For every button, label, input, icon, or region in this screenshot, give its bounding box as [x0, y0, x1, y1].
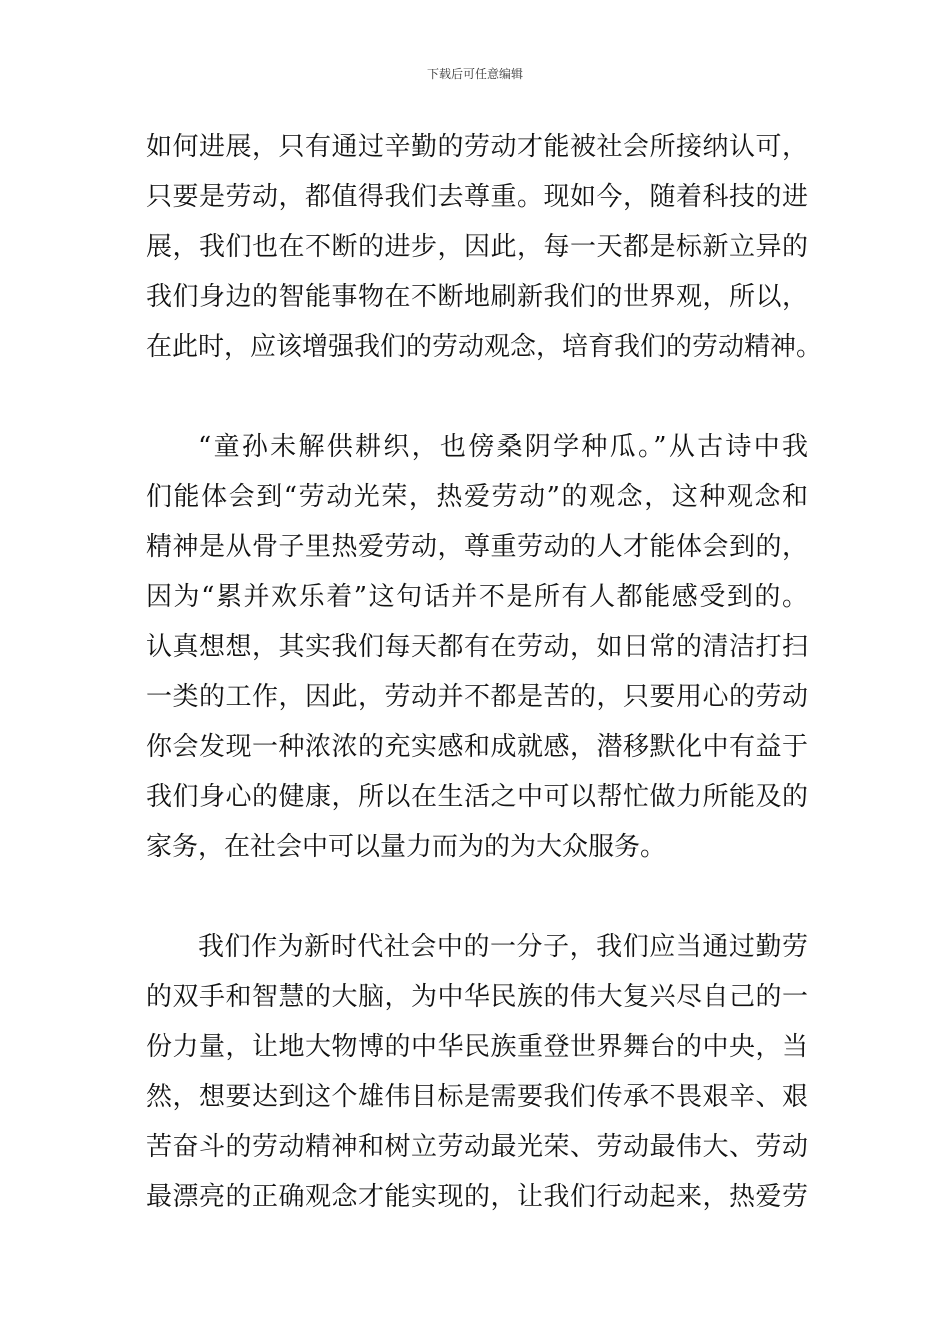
text-line: “童孙未解供耕织，也傍桑阴学种瓜。”从古诗中我	[198, 432, 808, 462]
paragraph-1	[146, 122, 823, 372]
text-line: 在此时，应该增强我们的劳动观念，培育我们的劳动精神。	[146, 332, 823, 362]
text-line: 如何进展，只有通过辛勤的劳动才能被社会所接纳认可，	[146, 132, 808, 162]
text-line: 我们作为新时代社会中的一分子，我们应当通过勤劳	[198, 932, 808, 962]
text-line: 们能体会到“劳动光荣，热爱劳动”的观念，这种观念和	[146, 482, 808, 512]
page-header-note: 下载后可任意编辑	[426, 67, 523, 81]
text-line: 的双手和智慧的大脑，为中华民族的伟大复兴尽自己的一	[146, 982, 808, 1012]
text-line: 认真想想，其实我们每天都有在劳动，如日常的清洁打扫	[146, 632, 808, 662]
text-line: 我们身心的健康，所以在生活之中可以帮忙做力所能及的	[146, 782, 808, 812]
text-line: 你会发现一种浓浓的充实感和成就感，潜移默化中有益于	[146, 732, 808, 762]
text-line: 我们身边的智能事物在不断地刷新我们的世界观，所以，	[146, 282, 808, 312]
text-line: 展，我们也在不断的进步，因此，每一天都是标新立异的	[146, 232, 808, 262]
text-line: 家务，在社会中可以量力而为的为大众服务。	[146, 832, 667, 862]
text-line: 一类的工作，因此，劳动并不都是苦的，只要用心的劳动	[146, 682, 808, 712]
text-line: 份力量，让地大物博的中华民族重登世界舞台的中央，当	[146, 1032, 808, 1062]
text-line: 最漂亮的正确观念才能实现的，让我们行动起来，热爱劳	[146, 1182, 808, 1212]
text-line: 苦奋斗的劳动精神和树立劳动最光荣、劳动最伟大、劳动	[146, 1132, 808, 1162]
paragraph-2	[146, 422, 808, 872]
paragraph-3	[146, 922, 808, 1222]
text-line: 精神是从骨子里热爱劳动，尊重劳动的人才能体会到的，	[146, 532, 808, 562]
text-line: 因为“累并欢乐着”这句话并不是所有人都能感受到的。	[146, 582, 808, 612]
text-line: 只要是劳动，都值得我们去尊重。现如今，随着科技的进	[146, 182, 808, 212]
text-line: 然，想要达到这个雄伟目标是需要我们传承不畏艰辛、艰	[146, 1082, 808, 1112]
